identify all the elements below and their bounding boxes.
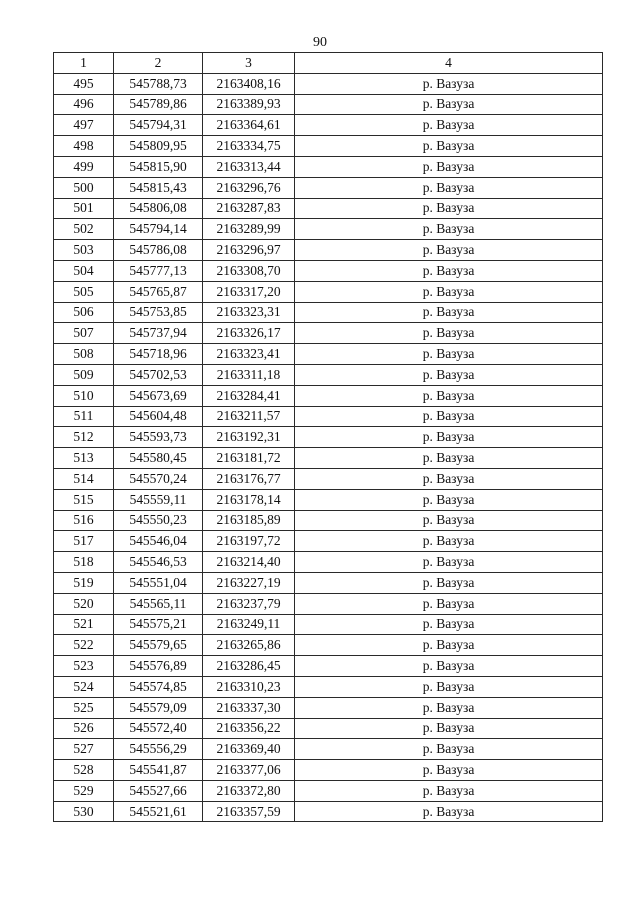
description-cell: р. Вазуза	[295, 510, 603, 531]
table-row	[54, 281, 603, 302]
table-row	[54, 427, 603, 448]
description-cell: р. Вазуза	[295, 801, 603, 822]
table-row	[54, 676, 603, 697]
table-row	[54, 468, 603, 489]
description-cell: р. Вазуза	[295, 73, 603, 94]
y-coordinate-cell: 2163326,17	[203, 323, 295, 344]
x-coordinate-cell: 545786,08	[114, 240, 203, 261]
x-coordinate-cell: 545702,53	[114, 364, 203, 385]
y-coordinate-cell: 2163357,59	[203, 801, 295, 822]
point-number-cell: 516	[54, 510, 114, 531]
y-coordinate-cell: 2163192,31	[203, 427, 295, 448]
point-number-cell: 497	[54, 115, 114, 136]
point-number-cell: 504	[54, 260, 114, 281]
description-cell: р. Вазуза	[295, 552, 603, 573]
table-row	[54, 302, 603, 323]
table-header	[54, 53, 603, 74]
x-coordinate-cell: 545673,69	[114, 385, 203, 406]
table-row	[54, 364, 603, 385]
y-coordinate-cell: 2163296,97	[203, 240, 295, 261]
x-coordinate-cell: 545579,65	[114, 635, 203, 656]
x-coordinate-cell: 545815,90	[114, 156, 203, 177]
table-row	[54, 344, 603, 365]
x-coordinate-cell: 545574,85	[114, 676, 203, 697]
table-row	[54, 448, 603, 469]
description-cell: р. Вазуза	[295, 468, 603, 489]
point-number-cell: 511	[54, 406, 114, 427]
table-row	[54, 697, 603, 718]
description-cell: р. Вазуза	[295, 489, 603, 510]
x-coordinate-cell: 545546,04	[114, 531, 203, 552]
point-number-cell: 529	[54, 780, 114, 801]
point-number-cell: 506	[54, 302, 114, 323]
description-cell: р. Вазуза	[295, 780, 603, 801]
point-number-cell: 498	[54, 136, 114, 157]
x-coordinate-cell: 545570,24	[114, 468, 203, 489]
description-cell: р. Вазуза	[295, 281, 603, 302]
x-coordinate-cell: 545580,45	[114, 448, 203, 469]
y-coordinate-cell: 2163337,30	[203, 697, 295, 718]
description-cell: р. Вазуза	[295, 635, 603, 656]
table-row	[54, 406, 603, 427]
y-coordinate-cell: 2163185,89	[203, 510, 295, 531]
point-number-cell: 521	[54, 614, 114, 635]
y-coordinate-cell: 2163249,11	[203, 614, 295, 635]
description-cell: р. Вазуза	[295, 364, 603, 385]
table-body	[54, 73, 603, 822]
table-row	[54, 94, 603, 115]
y-coordinate-cell: 2163289,99	[203, 219, 295, 240]
point-number-cell: 507	[54, 323, 114, 344]
point-number-cell: 527	[54, 739, 114, 760]
y-coordinate-cell: 2163265,86	[203, 635, 295, 656]
description-cell: р. Вазуза	[295, 427, 603, 448]
table-row	[54, 552, 603, 573]
table-row	[54, 510, 603, 531]
point-number-cell: 526	[54, 718, 114, 739]
point-number-cell: 514	[54, 468, 114, 489]
x-coordinate-cell: 545809,95	[114, 136, 203, 157]
point-number-cell: 528	[54, 760, 114, 781]
y-coordinate-cell: 2163364,61	[203, 115, 295, 136]
description-cell: р. Вазуза	[295, 198, 603, 219]
description-cell: р. Вазуза	[295, 739, 603, 760]
x-coordinate-cell: 545718,96	[114, 344, 203, 365]
description-cell: р. Вазуза	[295, 94, 603, 115]
x-coordinate-cell: 545565,11	[114, 593, 203, 614]
description-cell: р. Вазуза	[295, 593, 603, 614]
table-row	[54, 531, 603, 552]
x-coordinate-cell: 545777,13	[114, 260, 203, 281]
x-coordinate-cell: 545575,21	[114, 614, 203, 635]
y-coordinate-cell: 2163356,22	[203, 718, 295, 739]
table-row	[54, 177, 603, 198]
point-number-cell: 512	[54, 427, 114, 448]
point-number-cell: 501	[54, 198, 114, 219]
table-row	[54, 760, 603, 781]
point-number-cell: 508	[54, 344, 114, 365]
table-row	[54, 801, 603, 822]
y-coordinate-cell: 2163310,23	[203, 676, 295, 697]
x-coordinate-cell: 545550,23	[114, 510, 203, 531]
table-row	[54, 115, 603, 136]
point-number-cell: 524	[54, 676, 114, 697]
y-coordinate-cell: 2163237,79	[203, 593, 295, 614]
y-coordinate-cell: 2163178,14	[203, 489, 295, 510]
header-col-1: 1	[54, 53, 114, 74]
y-coordinate-cell: 2163284,41	[203, 385, 295, 406]
description-cell: р. Вазуза	[295, 219, 603, 240]
description-cell: р. Вазуза	[295, 136, 603, 157]
header-col-4: 4	[295, 53, 603, 74]
x-coordinate-cell: 545604,48	[114, 406, 203, 427]
description-cell: р. Вазуза	[295, 718, 603, 739]
description-cell: р. Вазуза	[295, 656, 603, 677]
y-coordinate-cell: 2163176,77	[203, 468, 295, 489]
point-number-cell: 522	[54, 635, 114, 656]
header-row	[54, 53, 603, 74]
table-row	[54, 136, 603, 157]
point-number-cell: 530	[54, 801, 114, 822]
y-coordinate-cell: 2163334,75	[203, 136, 295, 157]
point-number-cell: 510	[54, 385, 114, 406]
table-row	[54, 635, 603, 656]
x-coordinate-cell: 545521,61	[114, 801, 203, 822]
description-cell: р. Вазуза	[295, 344, 603, 365]
description-cell: р. Вазуза	[295, 323, 603, 344]
x-coordinate-cell: 545572,40	[114, 718, 203, 739]
description-cell: р. Вазуза	[295, 260, 603, 281]
description-cell: р. Вазуза	[295, 302, 603, 323]
description-cell: р. Вазуза	[295, 572, 603, 593]
y-coordinate-cell: 2163369,40	[203, 739, 295, 760]
point-number-cell: 509	[54, 364, 114, 385]
y-coordinate-cell: 2163286,45	[203, 656, 295, 677]
description-cell: р. Вазуза	[295, 760, 603, 781]
description-cell: р. Вазуза	[295, 531, 603, 552]
x-coordinate-cell: 545541,87	[114, 760, 203, 781]
point-number-cell: 523	[54, 656, 114, 677]
x-coordinate-cell: 545527,66	[114, 780, 203, 801]
table-row	[54, 593, 603, 614]
y-coordinate-cell: 2163323,31	[203, 302, 295, 323]
point-number-cell: 499	[54, 156, 114, 177]
x-coordinate-cell: 545806,08	[114, 198, 203, 219]
x-coordinate-cell: 545576,89	[114, 656, 203, 677]
description-cell: р. Вазуза	[295, 406, 603, 427]
y-coordinate-cell: 2163389,93	[203, 94, 295, 115]
y-coordinate-cell: 2163287,83	[203, 198, 295, 219]
point-number-cell: 503	[54, 240, 114, 261]
y-coordinate-cell: 2163296,76	[203, 177, 295, 198]
point-number-cell: 513	[54, 448, 114, 469]
x-coordinate-cell: 545579,09	[114, 697, 203, 718]
table-row	[54, 718, 603, 739]
table-row	[54, 739, 603, 760]
y-coordinate-cell: 2163308,70	[203, 260, 295, 281]
page-number: 90	[313, 35, 327, 50]
y-coordinate-cell: 2163211,57	[203, 406, 295, 427]
point-number-cell: 519	[54, 572, 114, 593]
header-col-2: 2	[114, 53, 203, 74]
y-coordinate-cell: 2163181,72	[203, 448, 295, 469]
table-row	[54, 780, 603, 801]
y-coordinate-cell: 2163311,18	[203, 364, 295, 385]
description-cell: р. Вазуза	[295, 177, 603, 198]
x-coordinate-cell: 545794,14	[114, 219, 203, 240]
point-number-cell: 496	[54, 94, 114, 115]
point-number-cell: 517	[54, 531, 114, 552]
point-number-cell: 520	[54, 593, 114, 614]
x-coordinate-cell: 545556,29	[114, 739, 203, 760]
y-coordinate-cell: 2163227,19	[203, 572, 295, 593]
table-row	[54, 198, 603, 219]
x-coordinate-cell: 545789,86	[114, 94, 203, 115]
point-number-cell: 525	[54, 697, 114, 718]
point-number-cell: 505	[54, 281, 114, 302]
x-coordinate-cell: 545551,04	[114, 572, 203, 593]
x-coordinate-cell: 545753,85	[114, 302, 203, 323]
description-cell: р. Вазуза	[295, 115, 603, 136]
y-coordinate-cell: 2163317,20	[203, 281, 295, 302]
description-cell: р. Вазуза	[295, 697, 603, 718]
point-number-cell: 500	[54, 177, 114, 198]
table-row	[54, 489, 603, 510]
table-row	[54, 323, 603, 344]
table-row	[54, 656, 603, 677]
y-coordinate-cell: 2163313,44	[203, 156, 295, 177]
table-row	[54, 156, 603, 177]
table-row	[54, 572, 603, 593]
table-row	[54, 385, 603, 406]
table-row	[54, 240, 603, 261]
x-coordinate-cell: 545765,87	[114, 281, 203, 302]
point-number-cell: 495	[54, 73, 114, 94]
point-number-cell: 515	[54, 489, 114, 510]
description-cell: р. Вазуза	[295, 448, 603, 469]
description-cell: р. Вазуза	[295, 676, 603, 697]
x-coordinate-cell: 545794,31	[114, 115, 203, 136]
x-coordinate-cell: 545737,94	[114, 323, 203, 344]
x-coordinate-cell: 545593,73	[114, 427, 203, 448]
y-coordinate-cell: 2163214,40	[203, 552, 295, 573]
description-cell: р. Вазуза	[295, 156, 603, 177]
description-cell: р. Вазуза	[295, 240, 603, 261]
y-coordinate-cell: 2163377,06	[203, 760, 295, 781]
point-number-cell: 518	[54, 552, 114, 573]
description-cell: р. Вазуза	[295, 385, 603, 406]
y-coordinate-cell: 2163372,80	[203, 780, 295, 801]
header-col-3: 3	[203, 53, 295, 74]
x-coordinate-cell: 545559,11	[114, 489, 203, 510]
x-coordinate-cell: 545815,43	[114, 177, 203, 198]
x-coordinate-cell: 545788,73	[114, 73, 203, 94]
description-cell: р. Вазуза	[295, 614, 603, 635]
table-row	[54, 260, 603, 281]
y-coordinate-cell: 2163197,72	[203, 531, 295, 552]
point-number-cell: 502	[54, 219, 114, 240]
table-row	[54, 219, 603, 240]
y-coordinate-cell: 2163408,16	[203, 73, 295, 94]
y-coordinate-cell: 2163323,41	[203, 344, 295, 365]
table-row	[54, 614, 603, 635]
x-coordinate-cell: 545546,53	[114, 552, 203, 573]
table-row	[54, 73, 603, 94]
coordinates-table	[53, 52, 603, 822]
